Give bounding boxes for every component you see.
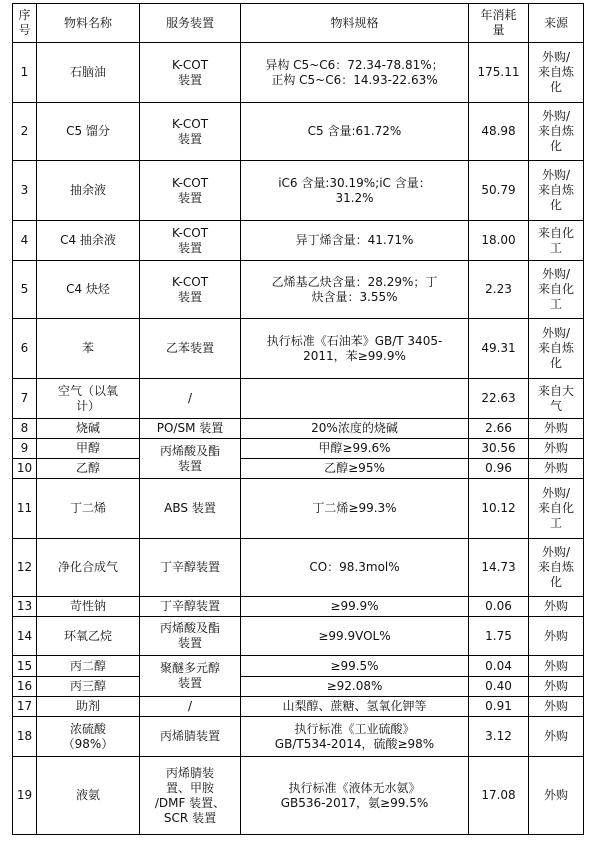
annual-consumption: 175.11 xyxy=(469,43,529,103)
row-no: 18 xyxy=(13,717,37,757)
row-no: 8 xyxy=(13,419,37,439)
material-name: 净化合成气 xyxy=(37,539,140,597)
material-spec: 丁二烯≥99.3% xyxy=(241,479,469,539)
source: 来自大 气 xyxy=(529,379,584,419)
material-spec: 乙醇≥95% xyxy=(241,459,469,479)
material-name: 乙醇 xyxy=(37,459,140,479)
material-name: C4 炔烃 xyxy=(37,261,140,319)
material-name: 丁二烯 xyxy=(37,479,140,539)
service-unit: K-COT 装置 xyxy=(140,261,241,319)
annual-consumption: 17.08 xyxy=(469,757,529,835)
row-no: 9 xyxy=(13,439,37,459)
service-unit: 丙烯酸及酯 装置 xyxy=(140,617,241,656)
annual-consumption: 2.66 xyxy=(469,419,529,439)
material-spec: ≥99.9VOL% xyxy=(241,617,469,656)
material-name: 丙三醇 xyxy=(37,677,140,697)
material-name: C4 抽余液 xyxy=(37,221,140,261)
material-spec: ≥99.5% xyxy=(241,656,469,677)
material-spec: 异构 C5~C6：72.34-78.81%； 正构 C5~C6：14.93-22.63% xyxy=(241,43,469,103)
service-unit: PO/SM 装置 xyxy=(140,419,241,439)
source: 外购 xyxy=(529,419,584,439)
source: 外购 xyxy=(529,439,584,459)
material-spec: iC6 含量:30.19%;iC 含量： 31.2% xyxy=(241,161,469,221)
materials-table xyxy=(12,3,584,835)
annual-consumption: 18.00 xyxy=(469,221,529,261)
annual-consumption: 49.31 xyxy=(469,319,529,379)
row-no: 2 xyxy=(13,103,37,161)
annual-consumption: 50.79 xyxy=(469,161,529,221)
table-row xyxy=(13,697,584,717)
service-unit: ABS 装置 xyxy=(140,479,241,539)
source: 外购 xyxy=(529,697,584,717)
table-row xyxy=(13,597,584,617)
material-spec: CO：98.3mol% xyxy=(241,539,469,597)
source: 外购/ 来自化 工 xyxy=(529,261,584,319)
material-name: 液氨 xyxy=(37,757,140,835)
table-row xyxy=(13,617,584,656)
material-spec: ≥92.08% xyxy=(241,677,469,697)
service-unit: / xyxy=(140,379,241,419)
material-spec: C5 含量:61.72% xyxy=(241,103,469,161)
row-no: 11 xyxy=(13,479,37,539)
service-unit: K-COT 装置 xyxy=(140,221,241,261)
material-name: 环氧乙烷 xyxy=(37,617,140,656)
annual-consumption: 3.12 xyxy=(469,717,529,757)
row-no: 14 xyxy=(13,617,37,656)
annual-consumption: 48.98 xyxy=(469,103,529,161)
material-name: 甲醇 xyxy=(37,439,140,459)
source: 外购 xyxy=(529,677,584,697)
table-row xyxy=(13,539,584,597)
material-spec: 甲醇≥99.6% xyxy=(241,439,469,459)
service-unit: 丙烯腈装 置、甲胺 /DMF 装置、 SCR 装置 xyxy=(140,757,241,835)
material-spec: 乙烯基乙炔含量：28.29%；丁 炔含量：3.55% xyxy=(241,261,469,319)
material-spec: 异丁烯含量：41.71% xyxy=(241,221,469,261)
row-no: 6 xyxy=(13,319,37,379)
source: 外购/ 来自炼 化 xyxy=(529,319,584,379)
header-source: 来源 xyxy=(529,4,584,43)
source: 外购/ 来自炼 化 xyxy=(529,43,584,103)
source: 外购 xyxy=(529,717,584,757)
material-spec: 山梨醇、蔗糖、氢氧化钾等 xyxy=(241,697,469,717)
annual-consumption: 0.40 xyxy=(469,677,529,697)
material-name: 石脑油 xyxy=(37,43,140,103)
material-name: 空气（以氧 计） xyxy=(37,379,140,419)
table-row xyxy=(13,161,584,221)
service-unit: K-COT 装置 xyxy=(140,161,241,221)
row-no: 19 xyxy=(13,757,37,835)
annual-consumption: 2.23 xyxy=(469,261,529,319)
table-row xyxy=(13,419,584,439)
material-name: 苛性钠 xyxy=(37,597,140,617)
material-spec: 20%浓度的烧碱 xyxy=(241,419,469,439)
annual-consumption: 10.12 xyxy=(469,479,529,539)
source: 来自化 工 xyxy=(529,221,584,261)
table-row xyxy=(13,479,584,539)
material-spec xyxy=(241,379,469,419)
row-no: 13 xyxy=(13,597,37,617)
material-name: 浓硫酸 （98%） xyxy=(37,717,140,757)
service-unit: 乙苯装置 xyxy=(140,319,241,379)
source: 外购/ 来自炼 化 xyxy=(529,539,584,597)
table-row xyxy=(13,43,584,103)
row-no: 17 xyxy=(13,697,37,717)
annual-consumption: 0.06 xyxy=(469,597,529,617)
source: 外购 xyxy=(529,597,584,617)
source: 外购/ 来自化 工 xyxy=(529,479,584,539)
table-row xyxy=(13,379,584,419)
annual-consumption: 22.63 xyxy=(469,379,529,419)
header-unit: 服务装置 xyxy=(140,4,241,43)
header-no: 序 号 xyxy=(13,4,37,43)
header-spec: 物料规格 xyxy=(241,4,469,43)
row-no: 5 xyxy=(13,261,37,319)
material-name: 助剂 xyxy=(37,697,140,717)
material-spec: 执行标准《液体无水氨》 GB536-2017，氨≥99.5% xyxy=(241,757,469,835)
row-no: 16 xyxy=(13,677,37,697)
source: 外购 xyxy=(529,617,584,656)
annual-consumption: 14.73 xyxy=(469,539,529,597)
row-no: 3 xyxy=(13,161,37,221)
material-name: 抽余液 xyxy=(37,161,140,221)
material-name: 苯 xyxy=(37,319,140,379)
annual-consumption: 1.75 xyxy=(469,617,529,656)
row-no: 4 xyxy=(13,221,37,261)
annual-consumption: 0.96 xyxy=(469,459,529,479)
header-name: 物料名称 xyxy=(37,4,140,43)
table-row xyxy=(13,677,584,697)
header-qty: 年消耗 量 xyxy=(469,4,529,43)
table-row xyxy=(13,656,584,677)
table-row xyxy=(13,757,584,835)
table-row xyxy=(13,221,584,261)
row-no: 10 xyxy=(13,459,37,479)
source: 外购/ 来自炼 化 xyxy=(529,161,584,221)
service-unit: 丙烯酸及酯 装置 xyxy=(140,439,241,479)
annual-consumption: 0.91 xyxy=(469,697,529,717)
table-row xyxy=(13,319,584,379)
row-no: 7 xyxy=(13,379,37,419)
material-name: 烧碱 xyxy=(37,419,140,439)
source: 外购 xyxy=(529,757,584,835)
row-no: 1 xyxy=(13,43,37,103)
service-unit: K-COT 装置 xyxy=(140,103,241,161)
table-row xyxy=(13,459,584,479)
service-unit: 丁辛醇装置 xyxy=(140,539,241,597)
service-unit: K-COT 装置 xyxy=(140,43,241,103)
row-no: 12 xyxy=(13,539,37,597)
row-no: 15 xyxy=(13,656,37,677)
service-unit: 丁辛醇装置 xyxy=(140,597,241,617)
annual-consumption: 0.04 xyxy=(469,656,529,677)
service-unit: 聚醚多元醇 装置 xyxy=(140,656,241,697)
source: 外购 xyxy=(529,656,584,677)
table-row xyxy=(13,261,584,319)
table-row xyxy=(13,717,584,757)
material-spec: 执行标准《石油苯》GB/T 3405- 2011，苯≥99.9% xyxy=(241,319,469,379)
service-unit: 丙烯腈装置 xyxy=(140,717,241,757)
source: 外购 xyxy=(529,459,584,479)
table-row xyxy=(13,439,584,459)
table-row xyxy=(13,103,584,161)
material-name: 丙二醇 xyxy=(37,656,140,677)
material-name: C5 馏分 xyxy=(37,103,140,161)
source: 外购/ 来自炼 化 xyxy=(529,103,584,161)
header-row xyxy=(13,4,584,43)
service-unit: / xyxy=(140,697,241,717)
material-spec: 执行标准《工业硫酸》 GB/T534-2014，硫酸≥98% xyxy=(241,717,469,757)
material-spec: ≥99.9% xyxy=(241,597,469,617)
annual-consumption: 30.56 xyxy=(469,439,529,459)
